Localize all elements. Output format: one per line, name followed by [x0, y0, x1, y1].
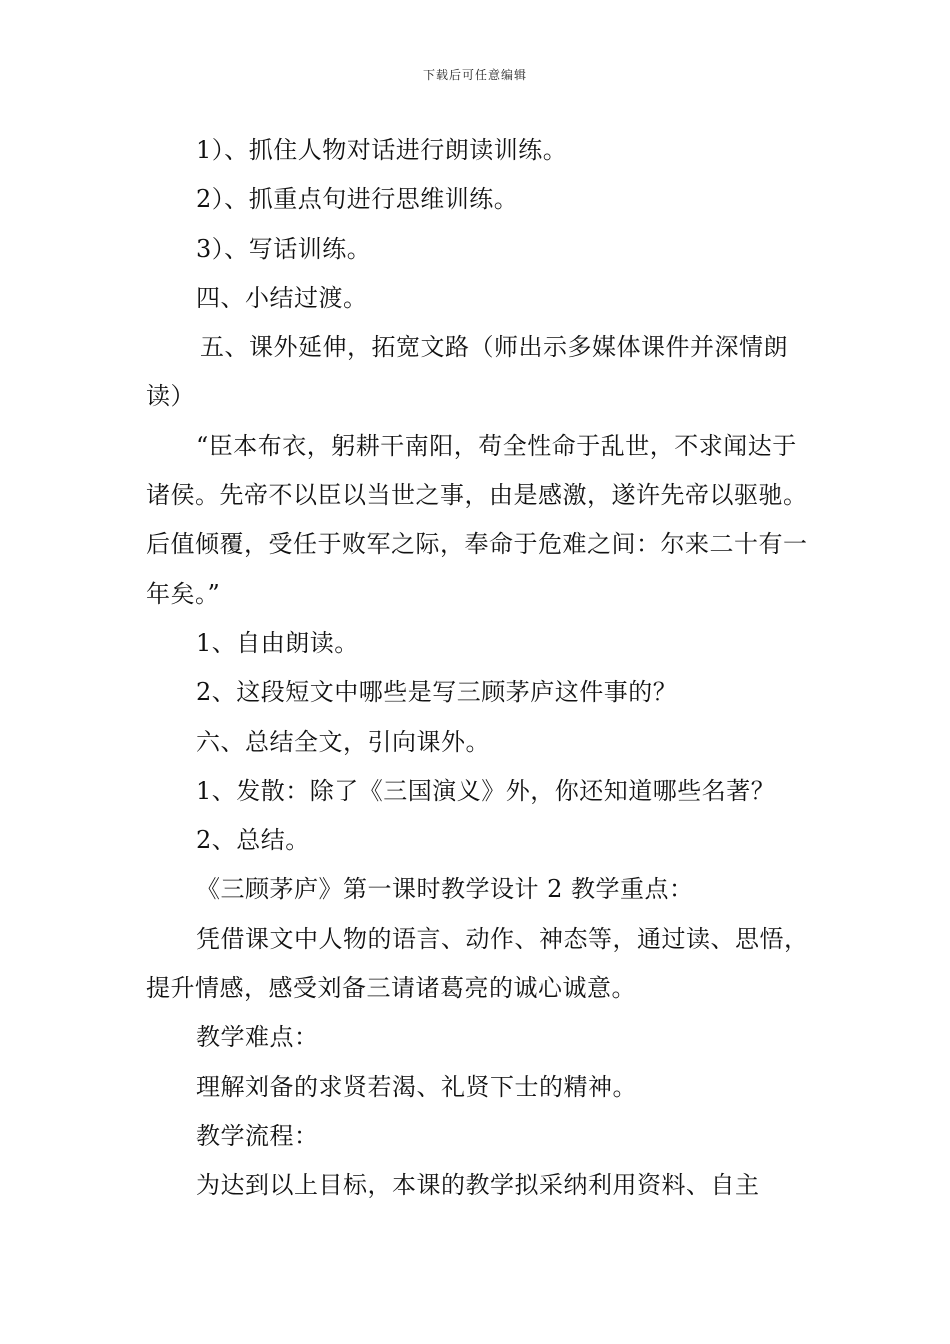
paragraph: 六、总结全文，引向课外。	[196, 727, 490, 756]
paragraph: 3）、写话训练。	[196, 234, 372, 263]
paragraph: 2、这段短文中哪些是写三顾茅庐这件事的？	[196, 678, 678, 707]
page-header: 下载后可任意编辑	[422, 68, 527, 82]
paragraph: 2）、抓重点句进行思维训练。	[196, 185, 519, 214]
paragraph: 凭借课文中人物的语言、动作、神态等，通过读、思悟，提升情感，感受刘备三请诸葛亮的诚心诚意。	[146, 924, 809, 1003]
section-heading: 《三顾茅庐》第一课时教学设计 2 教学重点：	[196, 875, 694, 904]
paragraph: 五、课外延伸，拓宽文路（师出示多媒体课件并深情朗读）	[146, 333, 788, 411]
paragraph: 教学难点：	[196, 1023, 319, 1052]
paragraph: 四、小结过渡。	[196, 283, 368, 312]
document-body	[146, 126, 811, 1211]
quote-paragraph: “臣本布衣，躬耕干南阳，苟全性命于乱世，不求闻达于诸侯。先帝不以臣以当世之事，由是感激，遂许先帝以驱驰。后值倾覆，受任于败军之际，奉命于危难之间：尔来二十有一年矣。”	[146, 431, 808, 608]
paragraph: 为达到以上目标，本课的教学拟采纳利用资料、自主	[196, 1171, 760, 1200]
paragraph: 理解刘备的求贤若渴、礼贤下士的精神。	[196, 1072, 637, 1101]
paragraph: 2、总结。	[196, 826, 310, 855]
paragraph: 1）、抓住人物对话进行朗读训练。	[196, 136, 568, 164]
paragraph: 教学流程：	[196, 1121, 319, 1150]
paragraph: 1、自由朗读。	[196, 628, 359, 657]
paragraph: 1、发散：除了《三国演义》外，你还知道哪些名著？	[196, 776, 776, 805]
